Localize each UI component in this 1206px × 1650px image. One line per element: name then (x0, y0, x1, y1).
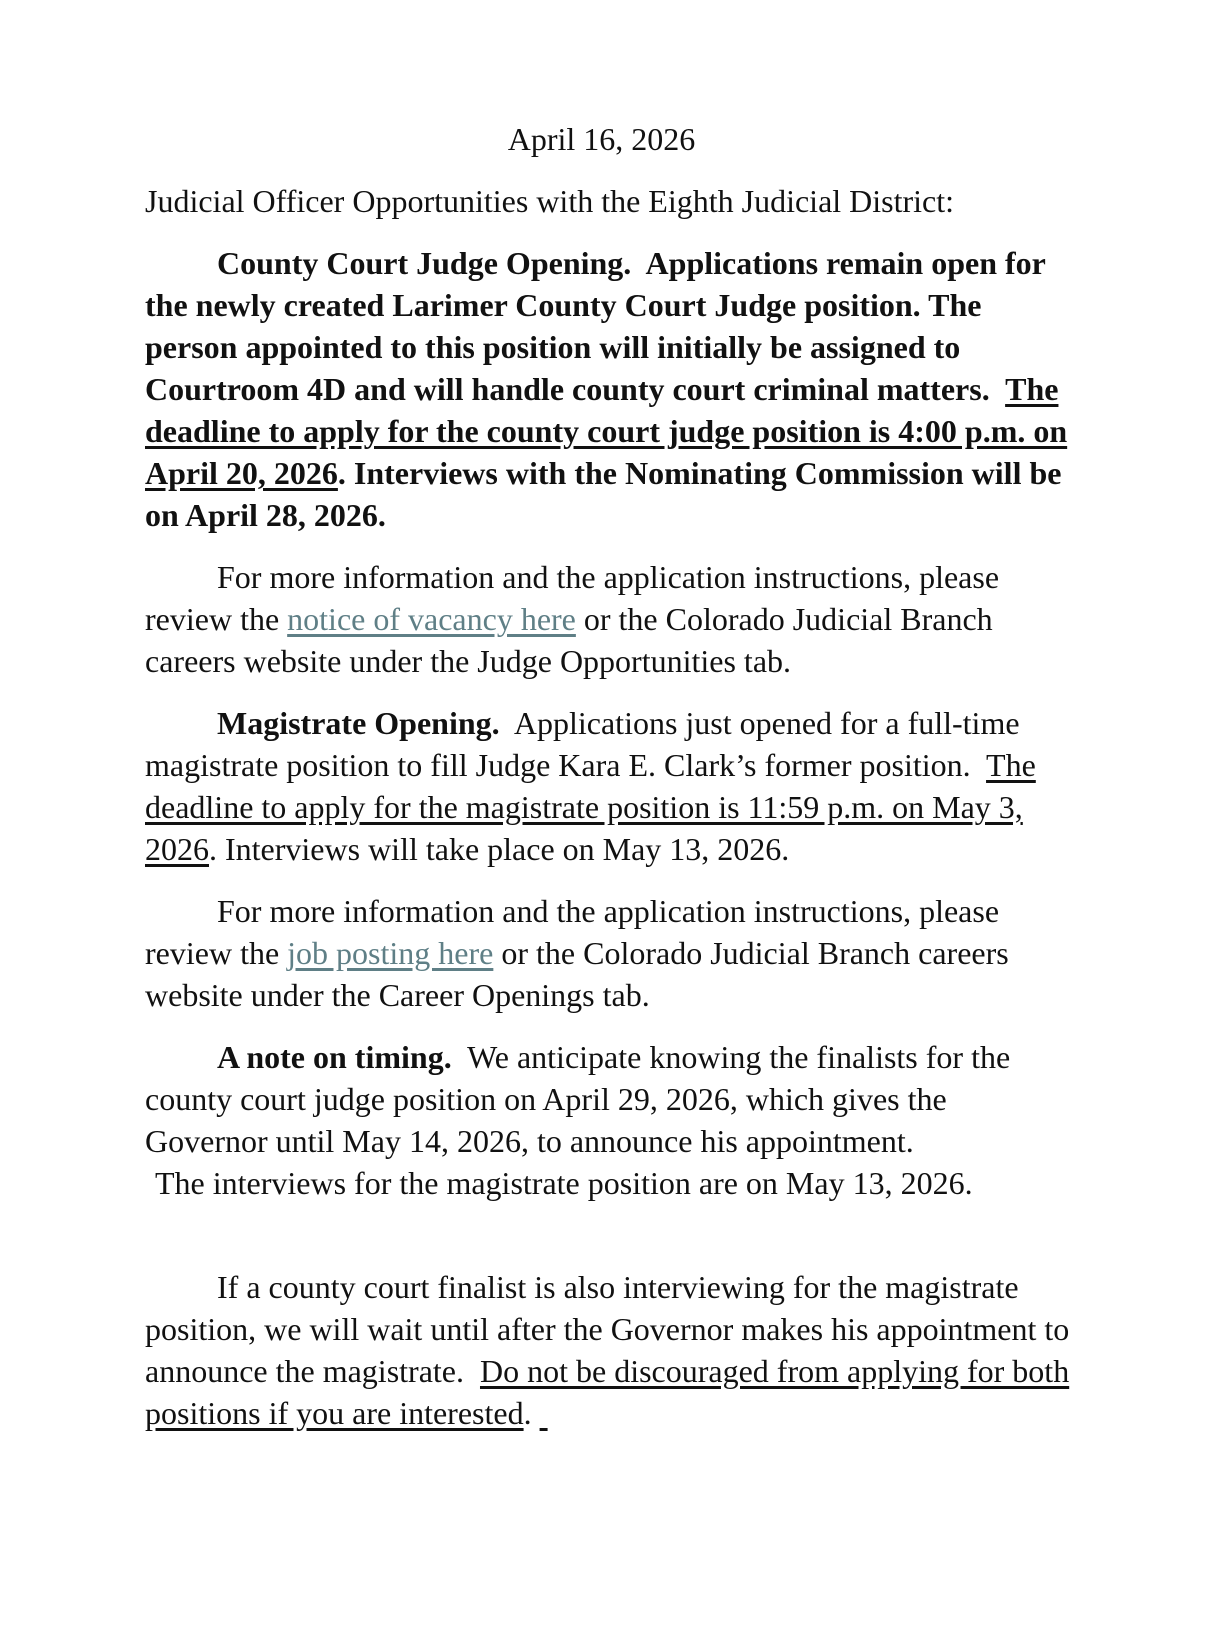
magistrate-heading: Magistrate Opening. (217, 705, 500, 741)
county-judge-deadline: The deadline to apply for the county court judge position is 4:00 p.m. on April 20, 2026 (145, 371, 1068, 491)
magistrate-paragraph (145, 702, 1076, 870)
magistrate-interviews: . Interviews will take place on May 13, 2026. (209, 831, 790, 867)
timing-text: We anticipate knowing the finalists for the county court judge position on April 29, 2026, which gives the Governor until May 14, 2026, to announce his appointment. (145, 1039, 1011, 1159)
county-judge-interviews: . Interviews with the Nominating Commission will be on April 28, 2026. (145, 455, 1062, 533)
magistrate-info-paragraph (145, 890, 1076, 1016)
timing-interviews-line: The interviews for the magistrate position are on May 13, 2026. (155, 1165, 973, 1201)
trailing-underline (540, 1395, 548, 1431)
magistrate-info-after: or the Colorado Judicial Branch careers website under the Career Openings tab. (145, 935, 1009, 1013)
magistrate-info-before: For more information and the application instructions, please review the (145, 893, 1000, 971)
county-judge-heading: County Court Judge Opening. (217, 245, 632, 281)
closing-paragraph (145, 1266, 1076, 1434)
county-info-paragraph (145, 556, 1076, 682)
closing-encouragement: Do not be discouraged from applying for both positions if you are interested (145, 1353, 1070, 1431)
document-date: April 16, 2026 (507, 121, 696, 157)
county-info-after: or the Colorado Judicial Branch careers website under the Judge Opportunities tab. (145, 601, 993, 679)
county-judge-text: Applications remain open for the newly created Larimer County Court Judge position. The person appointed to this position will initially be assigned to Courtroom 4D and will handle county court criminal matters. (145, 245, 1046, 407)
intro-line: Judicial Officer Opportunities with the Eighth Judicial District: (145, 183, 955, 219)
timing-heading: A note on timing. (217, 1039, 452, 1075)
notice-of-vacancy-link[interactable]: notice of vacancy here (287, 601, 576, 637)
closing-end: . (523, 1395, 532, 1431)
county-judge-paragraph (145, 242, 1076, 536)
job-posting-link[interactable]: job posting here (287, 935, 494, 971)
blank-line (145, 1224, 1076, 1266)
county-info-before: For more information and the application instructions, please review the (145, 559, 1000, 637)
magistrate-text: Applications just opened for a full-time magistrate position to fill Judge Kara E. Clark’s former position. (145, 705, 1020, 783)
timing-paragraph (145, 1036, 1076, 1204)
magistrate-deadline: The deadline to apply for the magistrate position is 11:59 p.m. on May 3, 2026 (145, 747, 1036, 867)
closing-text: If a county court finalist is also interviewing for the magistrate position, we will wait until after the Governor makes his appointment to announce the magistrate. (145, 1269, 1070, 1389)
